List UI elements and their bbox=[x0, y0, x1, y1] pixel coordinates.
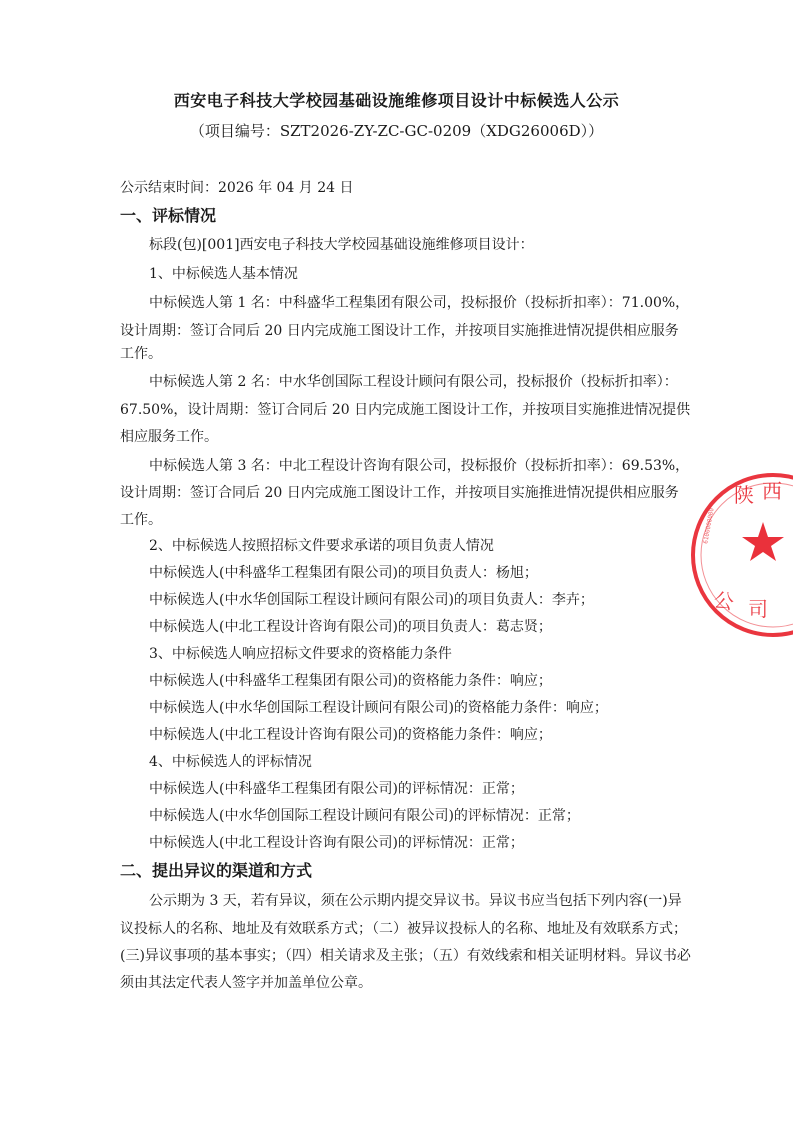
qualification-item: 中标候选人(中北工程设计咨询有限公司)的资格能力条件：响应； bbox=[149, 727, 552, 743]
evaluation-item: 中标候选人(中水华创国际工程设计顾问有限公司)的评标情况：正常； bbox=[149, 808, 580, 824]
svg-text:公: 公 bbox=[711, 587, 736, 615]
candidate-3-line-3: 工作。 bbox=[120, 512, 162, 528]
qualification-item: 中标候选人(中科盛华工程集团有限公司)的资格能力条件：响应； bbox=[149, 673, 552, 689]
manager-item: 中标候选人(中北工程设计咨询有限公司)的项目负责人：葛志贤； bbox=[149, 619, 552, 635]
svg-text:西: 西 bbox=[762, 479, 782, 503]
star-icon bbox=[742, 522, 784, 561]
subsection-heading-basic-info: 1、中标候选人基本情况 bbox=[149, 266, 298, 282]
evaluation-item: 中标候选人(中科盛华工程集团有限公司)的评标情况：正常； bbox=[149, 781, 524, 797]
section-heading-objections: 二、提出异议的渠道和方式 bbox=[120, 861, 313, 880]
manager-item: 中标候选人(中科盛华工程集团有限公司)的项目负责人：杨旭； bbox=[149, 565, 538, 581]
page-title: 西安电子科技大学校园基础设施维修项目设计中标候选人公示 bbox=[173, 91, 620, 110]
qualification-item: 中标候选人(中水华创国际工程设计顾问有限公司)的资格能力条件：响应； bbox=[149, 700, 608, 716]
subsection-heading-qualifications: 3、中标候选人响应招标文件要求的资格能力条件 bbox=[149, 646, 452, 662]
candidate-2-line-2: 67.50%，设计周期：签订合同后 20 日内完成施工图设计工作，并按项目实施推进情况提供 bbox=[120, 402, 691, 418]
candidate-2-line-3: 相应服务工作。 bbox=[120, 429, 218, 445]
subsection-heading-evaluations: 4、中标候选人的评标情况 bbox=[149, 754, 312, 770]
candidate-1-line-1: 中标候选人第 1 名：中科盛华工程集团有限公司，投标报价（投标折扣率）：71.00%， bbox=[149, 295, 690, 311]
objection-body-line-2: 议投标人的名称、地址及有效联系方式；（二）被异议投标人的名称、地址及有效联系方式； bbox=[120, 921, 687, 937]
svg-text:陕: 陕 bbox=[734, 483, 754, 507]
candidate-1-line-3: 工作。 bbox=[120, 346, 162, 362]
objection-body-line-3: (三)异议事项的基本事实；（四）相关请求及主张；（五）有效线索和相关证明材料。异议书必 bbox=[120, 948, 691, 964]
candidate-3-line-2: 设计周期：签订合同后 20 日内完成施工图设计工作，并按项目实施推进情况提供相应服务 bbox=[120, 485, 679, 501]
section-heading-evaluation: 一、评标情况 bbox=[120, 206, 217, 225]
svg-text:6100000000: 6100000000 bbox=[702, 507, 716, 545]
subsection-heading-project-managers: 2、中标候选人按照招标文件要求承诺的项目负责人情况 bbox=[149, 538, 494, 554]
project-number: （项目编号：SZT2026-ZY-ZC-GC-0209（XDG26006D）） bbox=[189, 122, 604, 140]
announcement-end-time: 公示结束时间：2026 年 04 月 24 日 bbox=[120, 180, 354, 196]
lot-description: 标段(包)[001]西安电子科技大学校园基础设施维修项目设计： bbox=[149, 237, 534, 253]
candidate-1-line-2: 设计周期：签订合同后 20 日内完成施工图设计工作，并按项目实施推进情况提供相应服务 bbox=[120, 323, 679, 339]
svg-text:司: 司 bbox=[748, 597, 768, 621]
objection-body-line-4: 须由其法定代表人签字并加盖单位公章。 bbox=[120, 975, 372, 991]
evaluation-item: 中标候选人(中北工程设计咨询有限公司)的评标情况：正常； bbox=[149, 835, 524, 851]
candidate-3-line-1: 中标候选人第 3 名：中北工程设计咨询有限公司，投标报价（投标折扣率）：69.53%， bbox=[149, 458, 690, 474]
candidate-2-line-1: 中标候选人第 2 名：中水华创国际工程设计顾问有限公司，投标报价（投标折扣率）： bbox=[149, 374, 678, 390]
manager-item: 中标候选人(中水华创国际工程设计顾问有限公司)的项目负责人：李卉； bbox=[149, 592, 594, 608]
objection-body-line-1: 公示期为 3 天，若有异议，须在公示期内提交异议书。异议书应当包括下列内容(一)异 bbox=[149, 893, 682, 909]
official-seal-stamp bbox=[688, 470, 793, 640]
